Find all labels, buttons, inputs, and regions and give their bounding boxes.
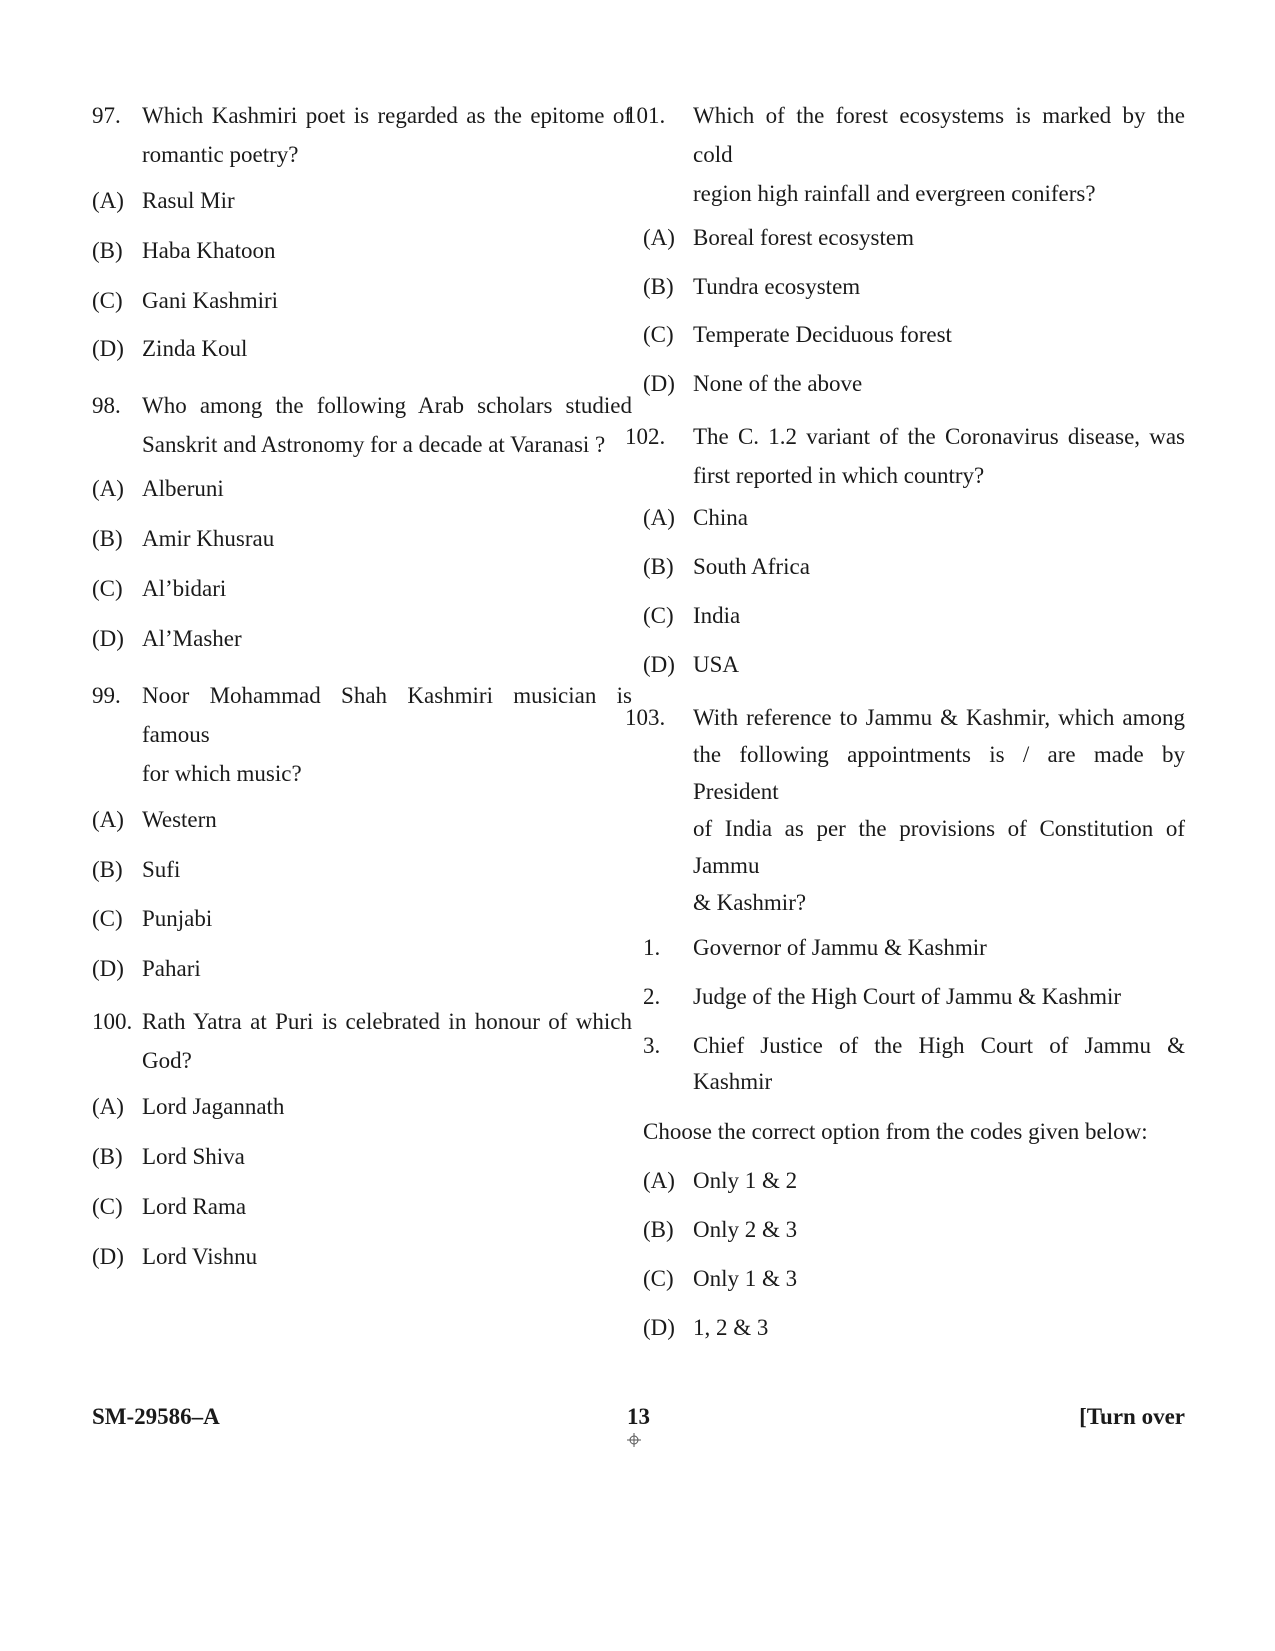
question-text-line: With reference to Jammu & Kashmir, which among — [693, 705, 1185, 730]
option-text: None of the above — [693, 371, 863, 396]
option-letter: (C) — [643, 603, 674, 628]
option-a[interactable] — [643, 1166, 1185, 1215]
option-letter: (A) — [643, 225, 675, 250]
option-b[interactable] — [92, 1142, 632, 1192]
option-letter: (A) — [92, 476, 124, 501]
question-text-line: the following appointments is / are made by President — [693, 742, 1185, 804]
question-text-line: region high rainfall and evergreen conifers? — [693, 181, 1096, 206]
option-letter: (B) — [643, 1217, 674, 1242]
question-text-line: first reported in which country? — [693, 463, 985, 488]
option-text: Only 1 & 2 — [693, 1168, 798, 1193]
options-list — [643, 223, 1185, 417]
question-number: 102. — [625, 424, 666, 449]
option-letter: (C) — [92, 576, 123, 601]
option-a[interactable] — [643, 503, 1185, 552]
option-text: Pahari — [142, 956, 201, 981]
option-letter: (B) — [92, 238, 123, 263]
option-d[interactable] — [92, 954, 632, 1002]
option-text: South Africa — [693, 554, 810, 579]
option-d[interactable] — [643, 1313, 1185, 1362]
question-text-line: & Kashmir? — [693, 890, 807, 915]
option-b[interactable] — [643, 552, 1185, 601]
option-text: Gani Kashmiri — [142, 288, 279, 313]
option-c[interactable] — [92, 574, 632, 624]
statement-2 — [643, 982, 1185, 1031]
option-text: Haba Khatoon — [142, 238, 276, 263]
option-letter: (B) — [92, 1144, 123, 1169]
statement-number: 3. — [643, 1033, 661, 1058]
question-98 — [92, 386, 632, 674]
question-number: 103. — [625, 705, 666, 730]
question-99 — [92, 676, 632, 1002]
option-a[interactable] — [92, 805, 632, 855]
question-number: 97. — [92, 103, 121, 128]
option-letter: (D) — [92, 956, 124, 981]
question-number: 101. — [625, 103, 666, 128]
option-letter: (C) — [92, 906, 123, 931]
question-text-line: God? — [142, 1048, 192, 1073]
option-text: India — [693, 603, 741, 628]
option-text: Alberuni — [142, 476, 224, 501]
statement-text: Chief Justice of the High Court of Jammu & — [693, 1033, 1185, 1058]
statement-1 — [643, 933, 1185, 982]
options-list — [92, 1092, 632, 1292]
option-a[interactable] — [92, 186, 632, 236]
option-letter: (C) — [92, 1194, 123, 1219]
options-list — [643, 1166, 1185, 1362]
options-list — [643, 503, 1185, 699]
option-b[interactable] — [643, 1215, 1185, 1264]
left-column — [92, 96, 632, 1292]
option-d[interactable] — [92, 334, 632, 384]
option-text: Only 2 & 3 — [693, 1217, 798, 1242]
option-letter: (D) — [643, 1315, 675, 1340]
page-footer — [92, 1402, 1185, 1432]
option-d[interactable] — [643, 650, 1185, 699]
statement-number: 2. — [643, 984, 661, 1009]
option-letter: (D) — [92, 336, 124, 361]
option-letter: (C) — [643, 322, 674, 347]
option-text: Sufi — [142, 857, 181, 882]
option-c[interactable] — [643, 601, 1185, 650]
question-text-line: Who among the following Arab scholars studied — [142, 393, 632, 418]
option-d[interactable] — [92, 624, 632, 674]
question-97 — [92, 96, 632, 384]
instruction-text: Choose the correct option from the codes given below: — [643, 1119, 1148, 1144]
option-b[interactable] — [92, 236, 632, 286]
question-100 — [92, 1002, 632, 1292]
turn-over-label: [Turn over — [1079, 1404, 1185, 1429]
option-letter: (A) — [643, 1168, 675, 1193]
option-text: Lord Vishnu — [142, 1244, 258, 1269]
option-b[interactable] — [643, 272, 1185, 320]
question-text-line: Which Kashmiri poet is regarded as the epitome of — [142, 103, 632, 128]
option-text: Al’Masher — [142, 626, 242, 651]
options-list — [92, 474, 632, 674]
option-letter: (C) — [643, 1266, 674, 1291]
option-letter: (B) — [643, 274, 674, 299]
option-text: Al’bidari — [142, 576, 227, 601]
option-c[interactable] — [643, 1264, 1185, 1313]
registration-mark-icon — [627, 1433, 641, 1447]
option-text: Punjabi — [142, 906, 213, 931]
options-list — [92, 805, 632, 1002]
statement-text: Kashmir — [693, 1069, 773, 1094]
option-text: Lord Shiva — [142, 1144, 245, 1169]
option-letter: (D) — [92, 626, 124, 651]
option-letter: (B) — [643, 554, 674, 579]
statements-list — [643, 933, 1185, 1117]
option-letter: (A) — [92, 1094, 124, 1119]
option-a[interactable] — [643, 223, 1185, 272]
question-text-line: Noor Mohammad Shah Kashmiri musician is famous — [142, 683, 632, 747]
option-letter: (D) — [92, 1244, 124, 1269]
question-number: 100. — [92, 1009, 133, 1034]
option-text: USA — [693, 652, 740, 677]
option-text: Boreal forest ecosystem — [693, 225, 914, 250]
option-b[interactable] — [92, 524, 632, 574]
option-c[interactable] — [92, 1192, 632, 1242]
option-letter: (C) — [92, 288, 123, 313]
option-text: China — [693, 505, 748, 530]
option-text: Only 1 & 3 — [693, 1266, 798, 1291]
option-text: Rasul Mir — [142, 188, 235, 213]
statement-3 — [643, 1031, 1185, 1067]
option-text: Zinda Koul — [142, 336, 248, 361]
question-text-line: romantic poetry? — [142, 142, 299, 167]
question-text-line: The C. 1.2 variant of the Coronavirus disease, was — [693, 424, 1185, 449]
option-d[interactable] — [92, 1242, 632, 1292]
option-letter: (B) — [92, 857, 123, 882]
option-letter: (B) — [92, 526, 123, 551]
question-text-line: of India as per the provisions of Constitution of Jammu — [693, 816, 1185, 878]
question-number: 98. — [92, 393, 121, 418]
option-b[interactable] — [92, 855, 632, 904]
question-text-line: for which music? — [142, 761, 302, 786]
booklet-code: SM-29586–A — [92, 1404, 220, 1429]
right-column — [625, 96, 1185, 1362]
option-letter: (D) — [643, 371, 675, 396]
question-101 — [625, 96, 1185, 417]
page-number: 13 — [627, 1404, 650, 1429]
option-a[interactable] — [92, 474, 632, 524]
option-text: Lord Rama — [142, 1194, 247, 1219]
option-letter: (D) — [643, 652, 675, 677]
question-number: 99. — [92, 683, 121, 708]
option-letter: (A) — [643, 505, 675, 530]
options-list — [92, 186, 632, 384]
option-text: Tundra ecosystem — [693, 274, 861, 299]
option-c[interactable] — [643, 320, 1185, 369]
option-text: Temperate Deciduous forest — [693, 322, 952, 347]
option-text: Western — [142, 807, 217, 832]
option-text: 1, 2 & 3 — [693, 1315, 769, 1340]
option-letter: (A) — [92, 807, 124, 832]
statement-text: Judge of the High Court of Jammu & Kashmir — [693, 984, 1122, 1009]
option-a[interactable] — [92, 1092, 632, 1142]
question-text-line: Sanskrit and Astronomy for a decade at Varanasi ? — [142, 432, 606, 457]
option-text: Amir Khusrau — [142, 526, 275, 551]
statement-number: 1. — [643, 935, 661, 960]
option-letter: (A) — [92, 188, 124, 213]
option-c[interactable] — [92, 286, 632, 334]
option-c[interactable] — [92, 904, 632, 954]
option-d[interactable] — [643, 369, 1185, 417]
question-102 — [625, 417, 1185, 699]
statement-text: Governor of Jammu & Kashmir — [693, 935, 987, 960]
statement-3-cont — [643, 1067, 1185, 1117]
question-text-line: Rath Yatra at Puri is celebrated in honour of which — [142, 1009, 632, 1034]
option-text: Lord Jagannath — [142, 1094, 285, 1119]
question-text-line: Which of the forest ecosystems is marked by the cold — [693, 103, 1185, 167]
question-103 — [625, 699, 1185, 1362]
